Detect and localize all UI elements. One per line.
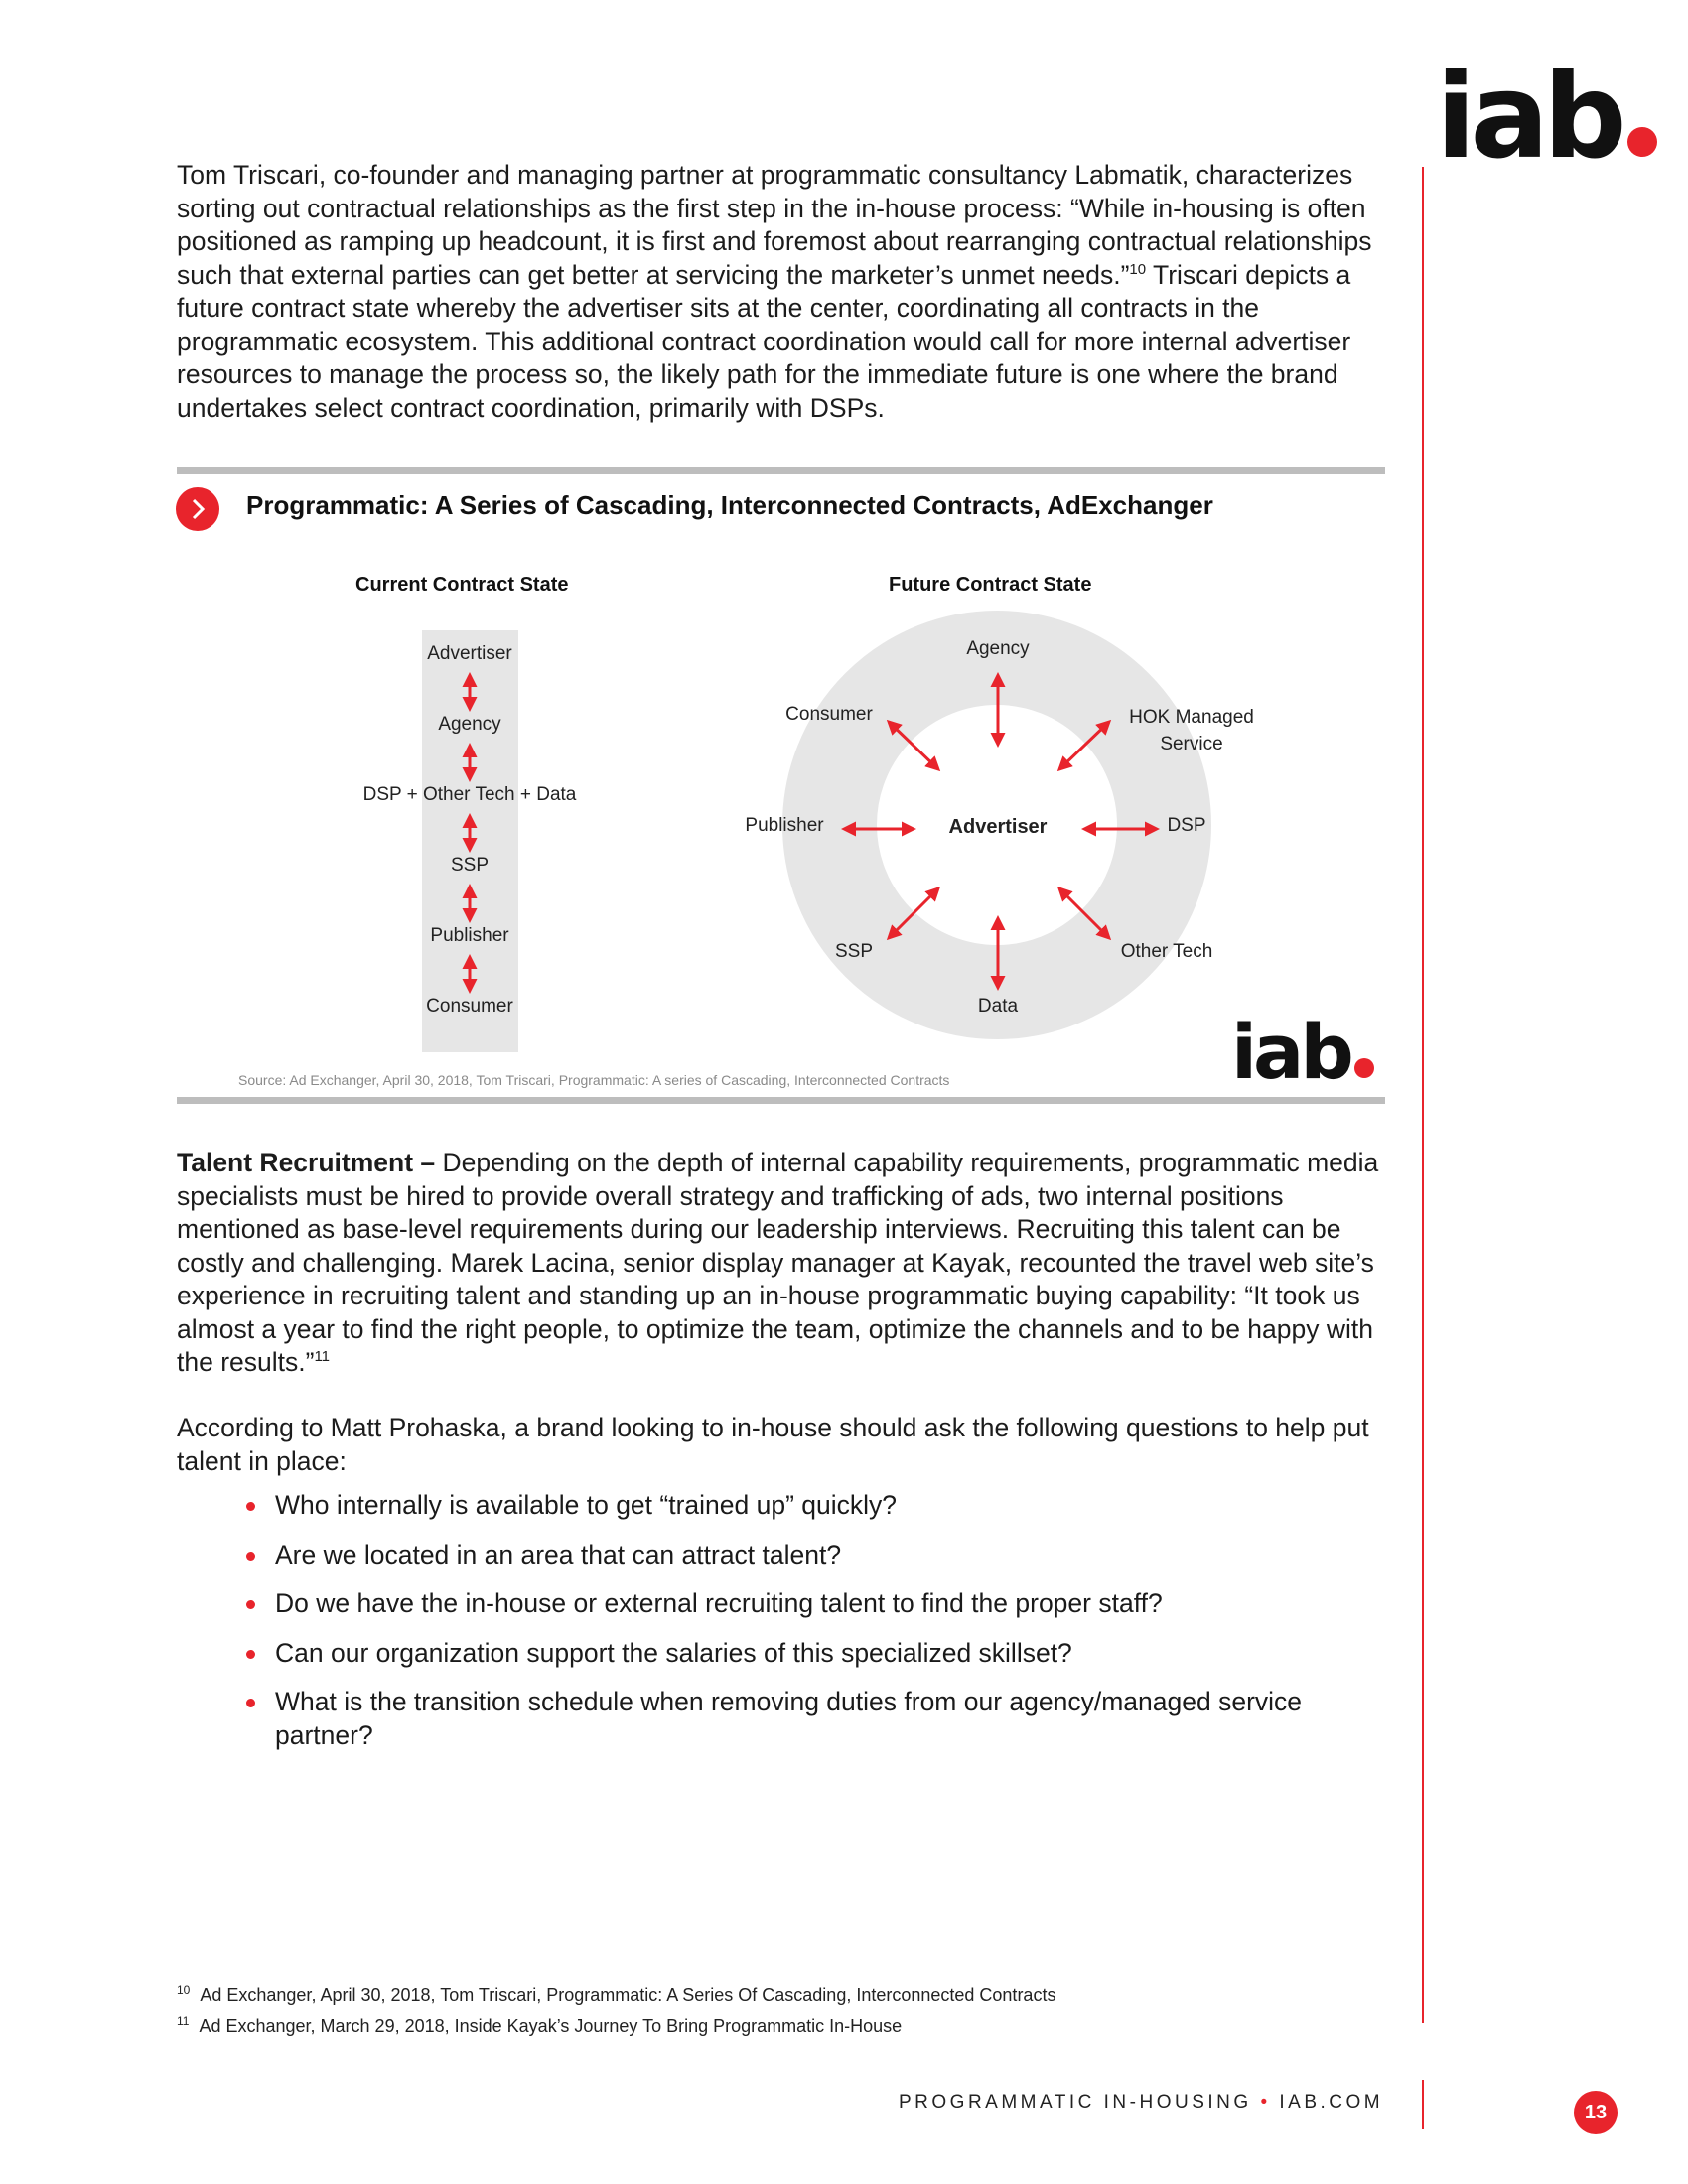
node-agency: Agency (966, 638, 1030, 659)
page-footer (899, 2092, 1383, 2114)
figure-iab-logo (1231, 1008, 1374, 1096)
footnote-10 (177, 1983, 1055, 2006)
arrow-consumer (889, 722, 938, 769)
figure-bottom-rule (177, 1097, 1385, 1104)
figure-title: Programmatic: A Series of Cascading, Interconnected Contracts, AdExchanger (246, 490, 1213, 520)
talent-lead: Talent Recruitment – (177, 1148, 436, 1177)
current-item-agency: Agency (438, 714, 501, 735)
node-ssp: SSP (834, 941, 874, 962)
list-item: Are we located in an area that can attract talent? (243, 1539, 1385, 1572)
node-data: Data (977, 996, 1019, 1017)
footnote-ref-11[interactable]: 11 (314, 1348, 331, 1366)
footnote-10-num: 10 (177, 1983, 191, 1997)
footnote-11-text: Ad Exchanger, March 29, 2018, Inside Kayak’s Journey To Bring Programmatic In-House (199, 2016, 903, 2036)
prohaska-paragraph: According to Matt Prohaska, a brand looking to in-house should ask the following questions to help put talent in place: (177, 1413, 1369, 1476)
footnote-11-num: 11 (177, 2014, 190, 2028)
iab-logo-text: iab (1436, 48, 1621, 185)
page-number: 13 (1574, 2091, 1618, 2134)
talent-text: Depending on the depth of internal capability requirements, programmatic media specialists must be hired to provide overall strategy and trafficking of ads, two internal positions mentioned as base-level requirements during our leadership interviews. Recruiting this talent can be costly and challenging. Marek Lacina, senior display manager at Kayak, recounted the travel web site’s experience in recruiting talent and standing up an in-house programmatic buying capability: “It took us almost a year to find the right people, to optimize the team, optimize the channels and to be happy with the results.” (177, 1148, 1379, 1377)
footnote-11 (177, 2014, 902, 2037)
node-publisher: Publisher (745, 815, 824, 836)
footnote-10-text: Ad Exchanger, April 30, 2018, Tom Triscari, Programmatic: A Series Of Cascading, Interconnected Contracts (200, 1985, 1056, 2005)
footer-site-link[interactable]: IAB.COM (1279, 2092, 1384, 2113)
current-state-title: Current Contract State (355, 574, 569, 596)
talent-paragraph (177, 1147, 1383, 1380)
question-list (243, 1489, 1385, 1768)
node-dsp: DSP (1167, 815, 1206, 836)
node-other-tech: Other Tech (1120, 941, 1213, 962)
future-state-title: Future Contract State (889, 574, 1092, 596)
current-item-publisher: Publisher (430, 925, 509, 946)
footer-bullet: • (1260, 2092, 1280, 2113)
list-item: Can our organization support the salaries of this specialized skillset? (243, 1637, 1385, 1671)
intro-text-cont: Triscari depicts a future contract state whereby the advertiser sits at the center, coordinating all contracts in the programmatic ecosystem. This additional contract coordination would call for more internal advertiser resources to manage the process so, the likely path for the immediate future is one where the brand undertakes select contract coordination, primarily with DSPs. (177, 259, 1351, 423)
current-item-ssp: SSP (450, 855, 490, 876)
figure-logo-dot (1354, 1058, 1374, 1078)
footnote-ref-10[interactable]: 10 (1129, 260, 1147, 278)
node-hok-managed-service: HOK Managed Service (1129, 707, 1254, 754)
current-item-consumer: Consumer (426, 996, 513, 1017)
arrow-ssp (889, 888, 938, 938)
intro-text: Tom Triscari, co-founder and managing partner at programmatic consultancy Labmatik, characterizes sorting out contractual relationships as the first step in the in-house process: “While in-housing is often positioned as ramping up headcount, it is first and foremost about rearranging contractual relationships such that external parties can get better at servicing the marketer’s unmet needs.” (177, 160, 1372, 290)
arrow-hok (1059, 722, 1109, 769)
node-consumer: Consumer (785, 704, 873, 725)
current-item-advertiser: Advertiser (427, 643, 512, 664)
list-item: Who internally is available to get “trained up” quickly? (243, 1489, 1385, 1523)
list-item: Do we have the in-house or external recruiting talent to find the proper staff? (243, 1587, 1385, 1621)
footer-title: PROGRAMMATIC IN-HOUSING (899, 2092, 1252, 2113)
footer-rule (1422, 2080, 1424, 2129)
node-advertiser-center: Advertiser (948, 816, 1048, 838)
figure-logo-text: iab (1231, 1008, 1350, 1096)
current-item-dsp: DSP + Other Tech + Data (362, 784, 577, 805)
list-item: What is the transition schedule when removing duties from our agency/managed service partner? (243, 1686, 1347, 1752)
figure-source: Source: Ad Exchanger, April 30, 2018, Tom Triscari, Programmatic: A series of Cascading, Interconnected Contracts (238, 1072, 950, 1088)
arrow-other-tech (1059, 888, 1109, 938)
